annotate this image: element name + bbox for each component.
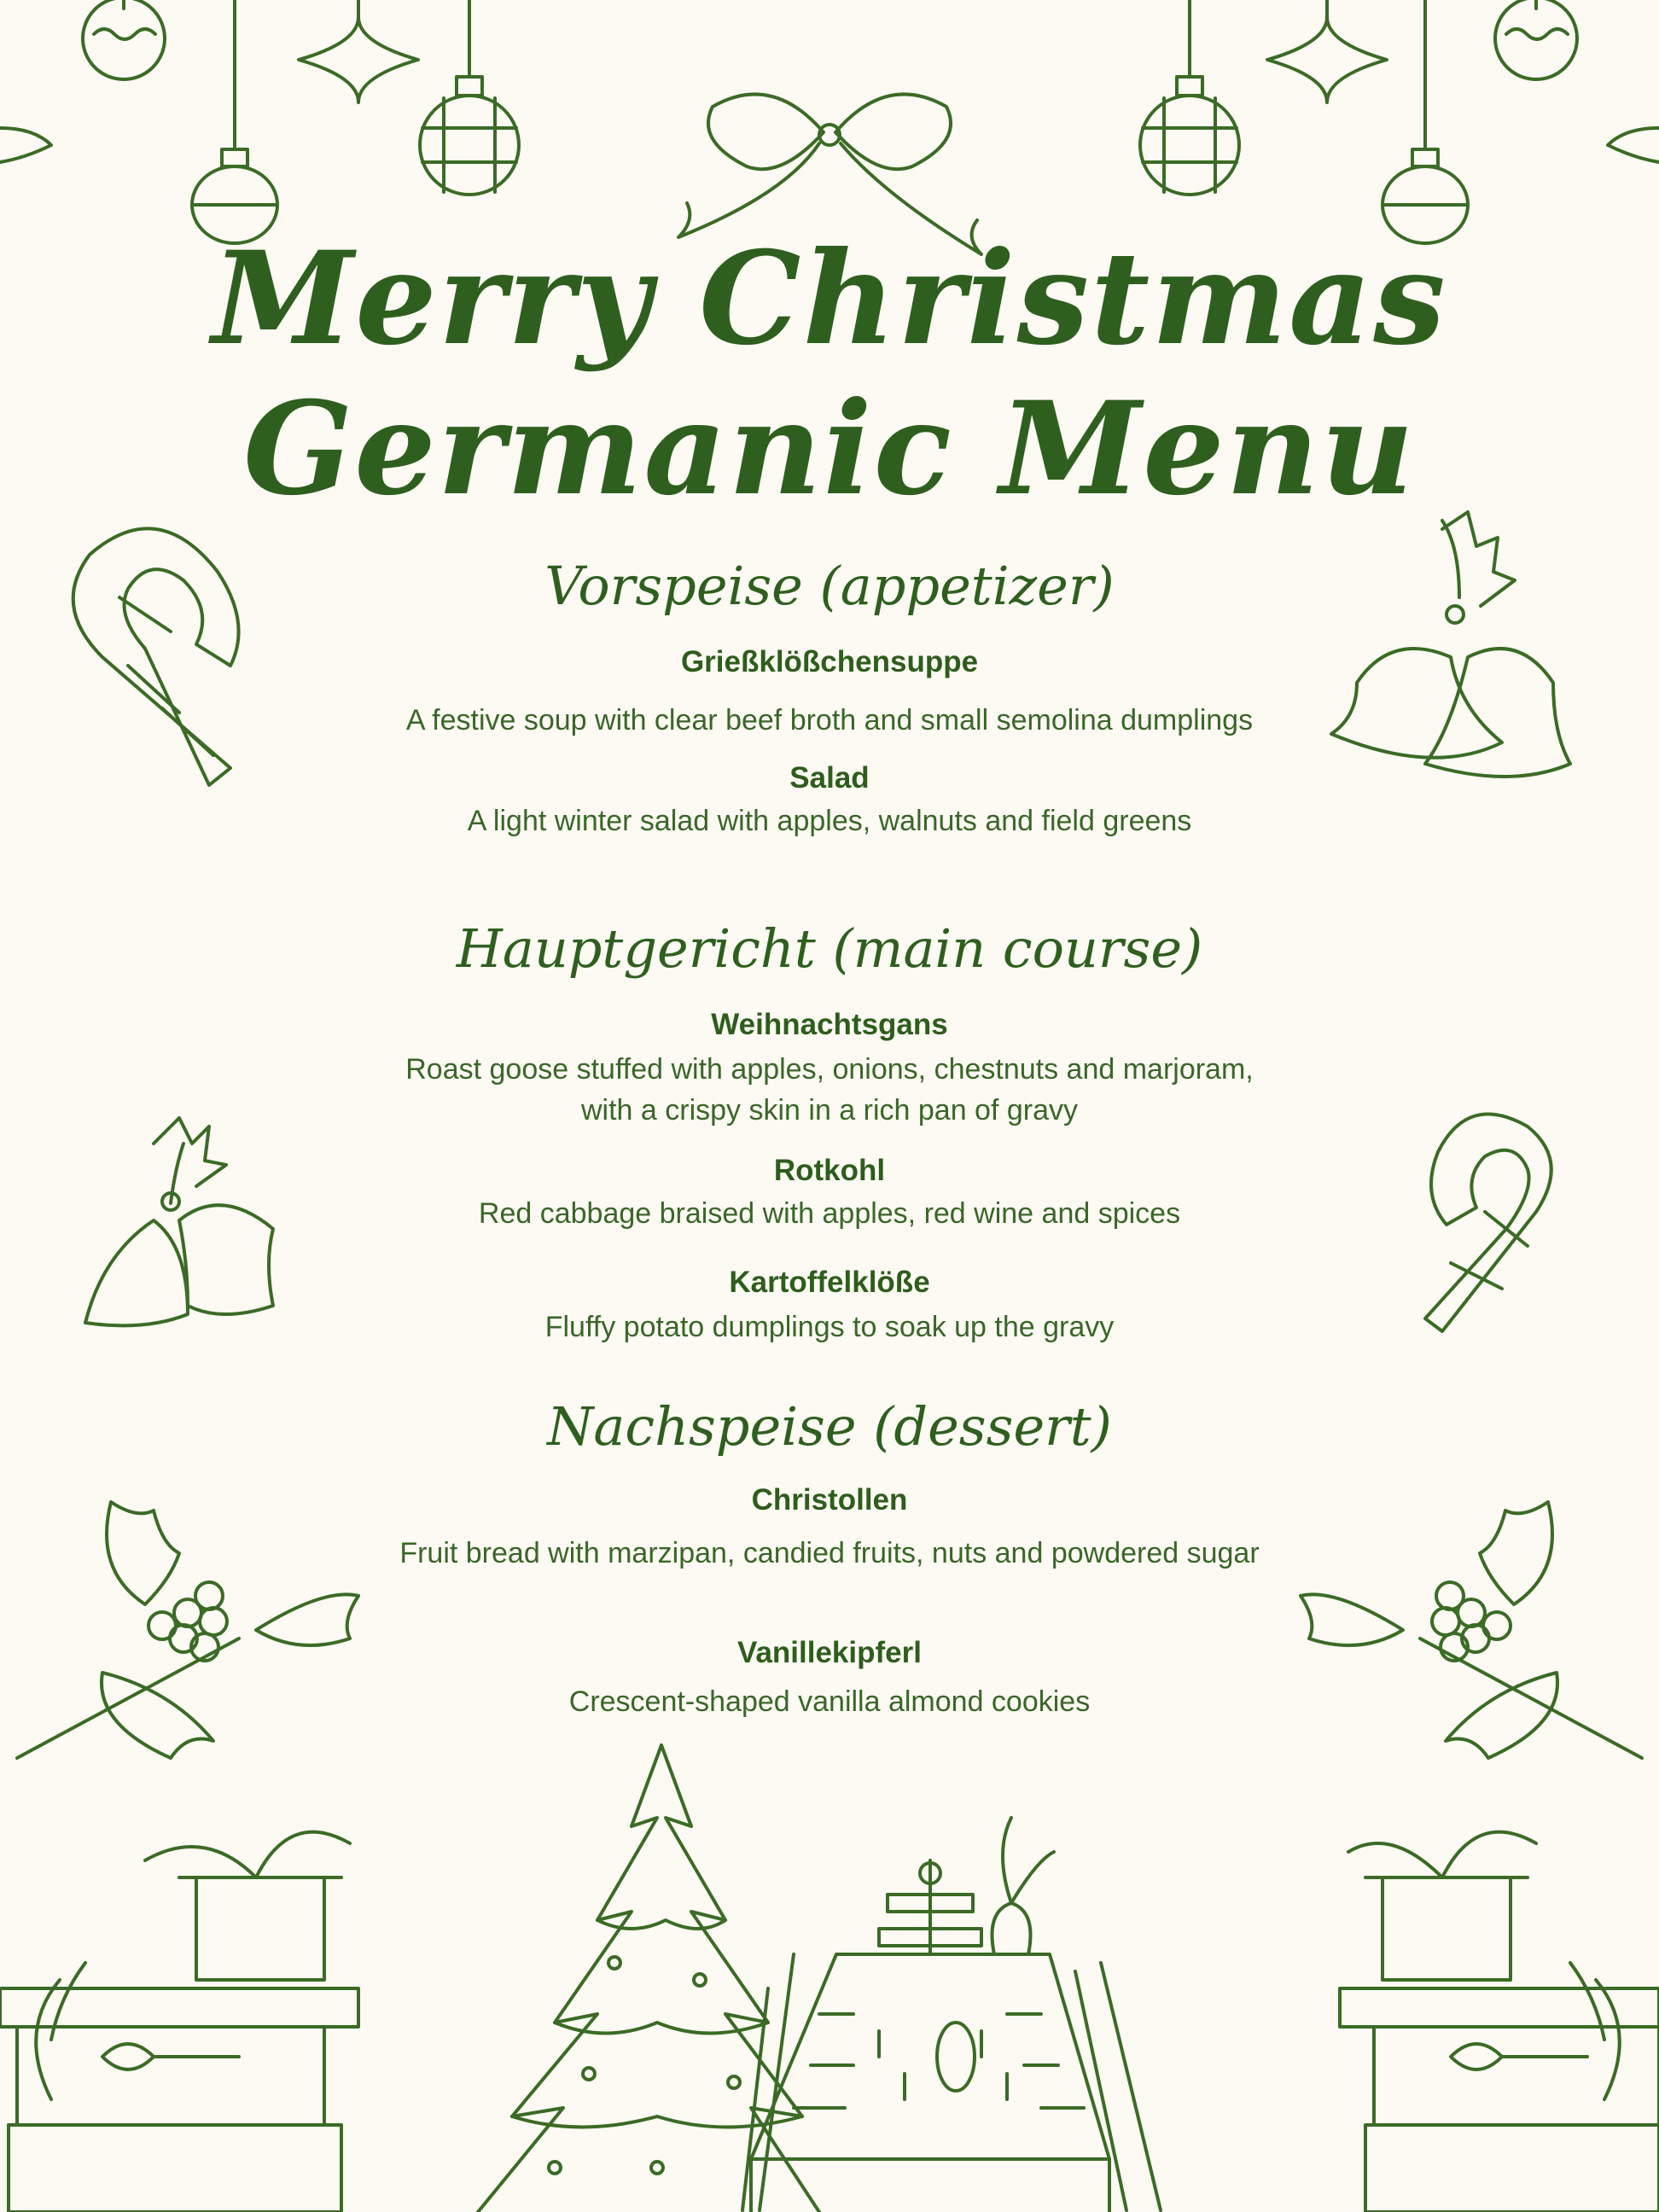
dish-name: Vanillekipferl [737,1636,922,1669]
dish-description: A light winter salad with apples, walnuts and field greens [467,805,1192,837]
dish-description: Roast goose stuffed with apples, onions, chestnuts and marjoram, [405,1053,1254,1086]
dish-name: Weihnachtsgans [711,1008,948,1041]
dish-description: Fluffy potato dumplings to soak up the gravy [544,1311,1115,1343]
dish-name: Rotkohl [773,1154,886,1187]
section-heading-dessert: Nachspeise (dessert) [547,1395,1112,1458]
ornament-icon [420,0,519,195]
section-heading-main-course: Hauptgericht (main course) [456,917,1203,980]
dish-description: Fruit bread with marzipan, candied fruits, nuts and powdered sugar [399,1537,1260,1569]
dish-name: Salad [789,761,870,795]
ornament-icon [1382,0,1468,243]
ornament-icon [1495,0,1577,79]
ornament-icon [192,0,277,243]
dinner-table-icon [742,1818,1161,2212]
ornament-icon [83,0,165,79]
dish-description: Red cabbage braised with apples, red wine and spices [478,1197,1181,1230]
ornament-icon [1140,0,1239,195]
dish-description: A festive soup with clear beef broth and small semolina dumplings [405,704,1254,736]
dish-description: with a crispy skin in a rich pan of gravy [580,1094,1079,1126]
menu-title-line2: Germanic Menu [243,374,1416,524]
section-heading-appetizer: Vorspeise (appetizer) [544,555,1115,617]
dish-name: Kartoffelklöße [729,1266,930,1299]
gift-icon [1340,1832,1659,2212]
ornament-icon [299,0,418,102]
dish-name: Christollen [751,1483,908,1516]
ornament-icon [1267,0,1387,102]
gift-icon [0,1832,358,2212]
menu-title-line1: Merry Christmas [212,224,1447,374]
dish-name: Grießklößchensuppe [680,645,979,678]
dish-description: Crescent-shaped vanilla almond cookies [568,1685,1091,1718]
